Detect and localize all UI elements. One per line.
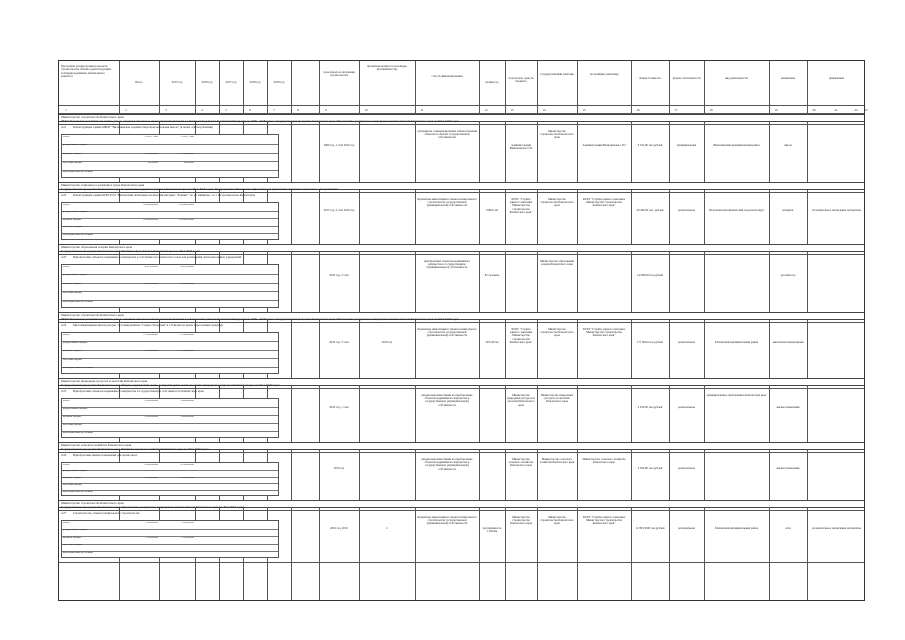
header-cost: общая стоимость: [639, 77, 661, 80]
cell-term: 2016 год, 2 этап: [329, 274, 349, 277]
financing-year: 17 800,00000: [179, 333, 194, 336]
header-year: 2019 год: [273, 81, 285, 84]
header-year: 2017 год: [225, 81, 237, 84]
col-divider: [537, 61, 538, 600]
col-divider: [669, 61, 670, 600]
col-divider: [769, 61, 770, 600]
program-line: ФЦП "Повышение устойчивости жилых домов, основных объектов и систем жизнеобеспечения в сейсмических районах Российской Федерации на 2009 - 2018 годы" / Государственная программа Камчатского края "Обеспечение доступным и комфортным жильём жителей Камчатского края на 2014-2018 годы": [61, 120, 459, 123]
object-number: 4.22: [61, 194, 67, 197]
cell-customer: Министерство природных ресурсов и экологии Камчатского края: [540, 394, 574, 404]
column-number: 17: [674, 108, 678, 112]
cell-term2: 2: [386, 527, 388, 530]
object-number: 4.27: [61, 512, 67, 515]
col-divider: [631, 61, 632, 600]
financing-label: краевой бюджет: [63, 350, 82, 353]
cell-descr: субсидии на софинансирование сейсмоусиления объектов в области государственной собственности: [417, 130, 477, 140]
financing-label: местный бюджет: [63, 226, 83, 229]
cell-recipient: Министерство строительства Камчатского края: [510, 516, 532, 526]
cell-kind: Петропавловск-Камчатский городской округ: [708, 209, 765, 212]
financing-year: 17 800,00000: [179, 350, 194, 353]
row-divider: [59, 510, 864, 511]
cell-recipient: Администрация Вилючинского ГО: [509, 144, 533, 151]
financing-label: федеральный бюджет: [63, 529, 88, 532]
object-description: Реконструкция здания КГБСУСО "Камчатский психоневрологический интернат "Родник"" по ул. Рябикова, 1 в г. Петропавловске-Камчатском: [73, 194, 255, 197]
financing-label: краевой бюджет: [63, 536, 82, 539]
column-number: 18: [709, 108, 713, 112]
cell-recipient: КГКУ "Служба единого заказчика Министерства строительства Камчатского края": [509, 198, 533, 214]
cell-customer: Министерство строительства Камчатского края: [540, 198, 574, 208]
cell-term: 2016 год, 3 этап: [329, 341, 349, 344]
column-number: 8: [297, 108, 299, 112]
financing-total: 14 240,00000: [143, 203, 158, 206]
cell-customer: Министерство сельского хозяйства Камчатского края: [539, 458, 575, 465]
cell-term: 2016 год, 1 этап: [329, 406, 349, 409]
column-number: 2: [125, 108, 127, 112]
financing-label: краевой бюджет: [63, 283, 82, 286]
cell-cost: 4 500,00 тыс.рублей: [637, 467, 663, 470]
cell-cost: 14 000,00 тыс.рублей: [637, 274, 663, 277]
cell-term: 2016 год: [333, 467, 345, 470]
column-number: 13: [510, 108, 514, 112]
financing-year: 14 240,00000: [179, 218, 194, 221]
cell-builder: КГКУ "Служба единого заказчика Министерства строительства Камчатского края": [583, 516, 625, 526]
column-number: 22: [854, 108, 858, 112]
document-sheet: [58, 60, 868, 601]
header-owner: форма собственности: [672, 77, 701, 80]
cell-power: 82 человека: [484, 274, 500, 277]
row-divider: [59, 192, 864, 193]
header-total: Всего: [135, 81, 143, 84]
header-program: Программа (подпрограмма) проекта, строительства объекта (реконструкции, техперевооружения, капитального ремонта): [61, 65, 113, 79]
object-description: Строительство объекта капитального строительства: [73, 512, 140, 515]
financing-label: федеральный бюджет: [63, 274, 88, 277]
object-description: Приобретение жилых помещений для детей-сирот: [73, 454, 138, 457]
cell-term2: 2016 год: [381, 341, 393, 344]
cell-builder: Министерство сельского хозяйства Камчатского края: [582, 458, 626, 465]
program-line: Государственная программа Камчатского края "Развитие сельского хозяйства Камчатского края на 2014-2020 годы": [61, 448, 209, 451]
col-divider: [319, 61, 320, 600]
cell-owner: муниципальная: [676, 144, 697, 147]
program-line: Государственная программа Камчатского края "Социальная поддержка граждан в Камчатском крае на 2014-2018 годы", Подпрограмма "Повышение эффективности управления объектами социального обслуживания": [61, 188, 338, 191]
column-number: 15: [582, 108, 586, 112]
cell-purpose: жилые помещения: [776, 467, 800, 470]
cell-recipient: Министерство сельского хозяйства Камчатского края: [508, 458, 534, 468]
financing-label: Всего: [63, 203, 70, 206]
cell-builder: Администрация Вилючинского ГО: [582, 144, 626, 147]
column-number: 7: [273, 108, 275, 112]
column-number: 6: [249, 108, 251, 112]
object-description: Многоквартирный жилой дом (кв. 12 в микрорайоне "Северо-Западный" в г. Елизово (в целях переселения граждан)): [73, 324, 224, 327]
financing-year: 14 240,00000: [179, 203, 194, 206]
cell-customer: Министерство строительства Камчатского края: [540, 516, 574, 526]
financing-label: Всего: [63, 521, 70, 524]
col-divider: [415, 61, 416, 600]
row-divider: [59, 124, 864, 125]
cell-cost: 40 400,00 тыс. рублей: [636, 209, 664, 212]
cell-customer: Министерство строительства Камчатского края: [540, 130, 574, 140]
cell-kind: Вилючинский муниципальный район: [713, 144, 760, 147]
program-line: Государственная программа Камчатского края "Обеспечение доступным и комфортным жильём жителей Камчатского края на 2014-2018 годы": [61, 506, 245, 509]
financing-label: внебюджетные источники: [63, 367, 93, 370]
cell-cost: 177 600,0 тыс.рублей: [637, 341, 663, 344]
financing-label: местный бюджет: [63, 358, 83, 361]
object-number: 4.23: [61, 256, 67, 259]
cell-power: протяжённость 1,396 км: [482, 527, 502, 534]
cell-term: 2015 год, 2 этап 2016 год: [323, 209, 355, 212]
column-number: 21: [834, 108, 838, 112]
cell-owner: региональная: [678, 467, 695, 470]
cell-term: 2016 год, 2016: [330, 527, 348, 530]
col-divider: [505, 61, 506, 600]
column-number: 23: [864, 108, 868, 112]
col-divider: [577, 61, 578, 600]
financing-label: Всего: [63, 333, 70, 336]
section-divider: [59, 562, 864, 563]
financing-year: 3 510,77000: [180, 135, 194, 138]
financing-label: внебюджетные источники: [63, 551, 93, 554]
financing-label: краевой бюджет: [63, 477, 82, 480]
header-term: срок начала и окончания строительства: [323, 71, 356, 78]
cell-term: 2009 год, 1 этап 2016 год: [323, 144, 355, 147]
object-number: 4.26: [61, 454, 67, 457]
cell-note: положительное заключение экспертизы: [812, 527, 861, 530]
financing-table: [61, 264, 279, 308]
financing-total: 7 150,00000: [144, 521, 158, 524]
row-divider: [59, 322, 864, 323]
column-number: 1: [65, 108, 67, 112]
cell-kind: муниципальные образования в Камчатском крае: [706, 394, 767, 397]
financing-year: 7 150,00000: [180, 536, 194, 539]
financing-table: [61, 398, 279, 438]
cell-purpose: школа: [784, 144, 792, 147]
section-title-text: Министерство строительства Камчатского края: [61, 501, 124, 505]
cell-cost: 2 456,00 тыс.рублей: [637, 406, 663, 409]
cell-descr: бюджетные инвестиции на приобретение объектов недвижимого имущества в государственную (муниципальную) собственность: [421, 458, 473, 471]
column-number: 9: [325, 108, 327, 112]
program-line: ФЦП "Повышение устойчивости жилых домов, основных объектов и систем жизнеобеспечения в сейсмических районах Российской Федерации на 2009 - 2018 годы" / Государственная программа Камчатского края "Обеспечение доступным и комфортным жильём жителей Камчатского края на 2014-2018 годы": [61, 318, 459, 321]
financing-label: Всего: [63, 135, 70, 138]
cell-power: 1060,0 м2: [486, 209, 498, 212]
header-year: 2016 год: [201, 81, 213, 84]
financing-table: [61, 332, 279, 374]
cell-customer: Министерство образования и науки Камчатского края: [540, 260, 574, 267]
section-title-text: Министерство строительства Камчатского края: [61, 115, 124, 119]
financing-label: федеральный бюджет: [63, 144, 88, 147]
column-number: 5: [225, 108, 227, 112]
cell-kind: Елизовский муниципальный район: [714, 341, 759, 344]
financing-total: 4 613,00000: [144, 265, 158, 268]
cell-owner: региональная: [678, 209, 695, 212]
column-number: 16: [636, 108, 640, 112]
cell-descr: бюджетные инвестиции на приобретение объектов недвижимого имущества в государственную (муниципальную) собственность: [421, 394, 473, 407]
object-number: 4.24: [61, 324, 67, 327]
financing-label: местный бюджет: [63, 423, 83, 426]
financing-label: Всего: [63, 265, 70, 268]
financing-total: 17 800,00000: [143, 333, 158, 336]
cell-purpose: детский сад: [780, 274, 796, 277]
header-builder: застройщик (заказчик): [589, 73, 619, 76]
col-divider: [359, 61, 360, 600]
cell-purpose: сети: [785, 527, 791, 530]
financing-label: федеральный бюджет: [63, 341, 88, 344]
column-number: 14: [542, 108, 546, 112]
cell-descr: бюджетные инвестиции в объекты капитального строительства государственной (муниципальной) собственности: [417, 198, 477, 208]
header-customer: государственный заказчик: [540, 73, 574, 76]
cell-purpose: жилой многоквартирный: [772, 341, 804, 344]
header-year: 2018 год: [249, 81, 261, 84]
header-financing: способ финансирования: [431, 75, 463, 78]
financing-year: 4 500,00000: [180, 463, 194, 466]
object-description: Приобретение объектов недвижимого имущества в собственность Камчатского края для размещения образовательных учреждений: [73, 256, 242, 259]
header-purpose: назначение: [780, 77, 796, 80]
object-number: 4.21: [61, 126, 67, 129]
program-line: Государственная программа Камчатского края "Развитие образования в Камчатском крае на 2014-2020 годы": [61, 250, 201, 253]
financing-label: внебюджетные источники: [63, 233, 93, 236]
cell-owner: региональная: [678, 341, 695, 344]
section-title-text: Министерство социального развития и труда Камчатского края: [61, 183, 145, 187]
financing-total: 2 456,00000: [144, 415, 158, 418]
column-number: 4: [201, 108, 203, 112]
column-number: 11: [420, 108, 424, 112]
financing-year: 2 456,00000: [180, 415, 194, 418]
row-divider: [59, 388, 864, 389]
cell-purpose: жилые помещения: [776, 406, 800, 409]
financing-total: 61,00000: [147, 161, 158, 164]
financing-year: 4 500,00000: [180, 477, 194, 480]
col-divider: [479, 61, 480, 600]
financing-label: местный бюджет: [63, 483, 83, 486]
financing-year: 61,00000: [183, 161, 194, 164]
header-kind: вид деятельности: [725, 77, 748, 80]
cell-cost: 9 102,00 тыс.рублей: [637, 144, 663, 147]
column-number: 19: [774, 108, 778, 112]
header-note: примечание: [828, 77, 845, 80]
column-number: 3: [165, 108, 167, 112]
header-divider: [59, 105, 864, 106]
financing-year: 4 613,00000: [180, 283, 194, 286]
financing-table: [61, 462, 279, 496]
financing-year: 4 613,00000: [180, 265, 194, 268]
program-line: Государственная программа Камчатского края "Охрана окружающей среды, воспроизводство и использование природных ресурсов в Камчатском крае на 2014-2018 годы": [61, 384, 280, 387]
row-divider: [59, 452, 864, 453]
section-title-text: Министерство природных ресурсов и экологии Камчатского края: [61, 379, 148, 383]
cell-kind: Елизовский муниципальный район: [714, 527, 759, 530]
financing-label: Всего: [63, 463, 70, 466]
cell-customer: Министерство строительства Камчатского края: [540, 328, 574, 338]
header-capacity: проектная мощность (площадь, протяжённость): [366, 65, 408, 72]
cell-owner: региональная: [678, 406, 695, 409]
cell-recipient: Министерство природных ресурсов и экологии Камчатского края: [507, 394, 535, 407]
financing-label: местный бюджет: [63, 544, 83, 547]
cell-purpose: интернат: [782, 209, 794, 212]
col-divider: [704, 61, 705, 600]
financing-total: 7 150,00000: [144, 536, 158, 539]
cell-descr: приобретение объектов недвижимого имущества в государственную (муниципальную) собственность: [423, 260, 471, 270]
header-recipient: получатель средств бюджета: [508, 77, 535, 84]
cell-descr: бюджетные инвестиции в объекты капитального строительства государственной (муниципальной) собственности: [417, 516, 477, 526]
financing-label: внебюджетные источники: [63, 431, 93, 434]
column-number: 12: [484, 108, 488, 112]
financing-total: 3 149,00000: [144, 153, 158, 156]
financing-total: 2 456,00000: [144, 399, 158, 402]
row-divider: [59, 254, 864, 255]
column-number: 10: [364, 108, 368, 112]
object-number: 4.25: [61, 390, 67, 393]
financing-label: Всего: [63, 399, 70, 402]
column-number: 20: [812, 108, 816, 112]
financing-table: [61, 134, 279, 178]
financing-total: 14 240,00000: [143, 218, 158, 221]
cell-descr: бюджетные инвестиции в объекты капитального строительства государственной (муниципальной) собственности: [417, 328, 477, 338]
cell-cost: 11 995,5000 тыс.рублей: [635, 527, 665, 530]
financing-year: 7 150,00000: [180, 521, 194, 524]
financing-total: 17 800,00000: [143, 350, 158, 353]
financing-total: 4 500,00000: [144, 463, 158, 466]
financing-total: 4 613,00000: [144, 283, 158, 286]
financing-label: местный бюджет: [63, 291, 83, 294]
section-title-text: Министерство сельского хозяйства Камчатского края: [61, 443, 132, 447]
header-year: 2015 год: [171, 81, 183, 84]
financing-label: внебюджетные источники: [63, 170, 93, 173]
section-title-text: Министерство строительства Камчатского края: [61, 313, 124, 317]
financing-label: федеральный бюджет: [63, 407, 88, 410]
financing-year: 3 149,00000: [180, 153, 194, 156]
financing-label: федеральный бюджет: [63, 470, 88, 473]
cell-recipient: КГКУ "Служба единого заказчика Министерства строительства Камчатского края": [509, 328, 533, 344]
financing-label: краевой бюджет: [63, 415, 82, 418]
financing-label: внебюджетные источники: [63, 300, 93, 303]
financing-total: 4 500,00000: [144, 477, 158, 480]
financing-label: местный бюджет: [63, 161, 83, 164]
cell-builder: КГКУ "Служба единого заказчика Министерства строительства Камчатского края": [583, 328, 625, 338]
cell-note: положительное заключение экспертизы: [812, 209, 861, 212]
object-description: Реконструкция здания МБОУ "Вилючинская средняя общеобразовательная школа" (в целях сейсмоусиления): [73, 126, 213, 129]
col-divider: [807, 61, 808, 600]
financing-label: краевой бюджет: [63, 153, 82, 156]
financing-total: 3 510,77000: [144, 135, 158, 138]
cell-owner: региональная: [678, 527, 695, 530]
section-title-text: Министерство образования и науки Камчатского края: [61, 245, 132, 249]
object-description: Приобретение объектов недвижимого имущества в государственную собственность Камчатского края: [73, 390, 204, 393]
cell-power: 1057,00 м2: [485, 341, 499, 344]
financing-table: [61, 202, 279, 240]
financing-label: внебюджетные источники: [63, 490, 93, 493]
financing-year: 2 456,00000: [180, 399, 194, 402]
cell-builder: КГКУ "Служба единого заказчика Министерства строительства Камчатского края": [583, 198, 625, 208]
financing-table: [61, 520, 279, 558]
financing-label: краевой бюджет: [63, 218, 82, 221]
financing-label: федеральный бюджет: [63, 211, 88, 214]
header-power: мощность: [485, 81, 499, 84]
